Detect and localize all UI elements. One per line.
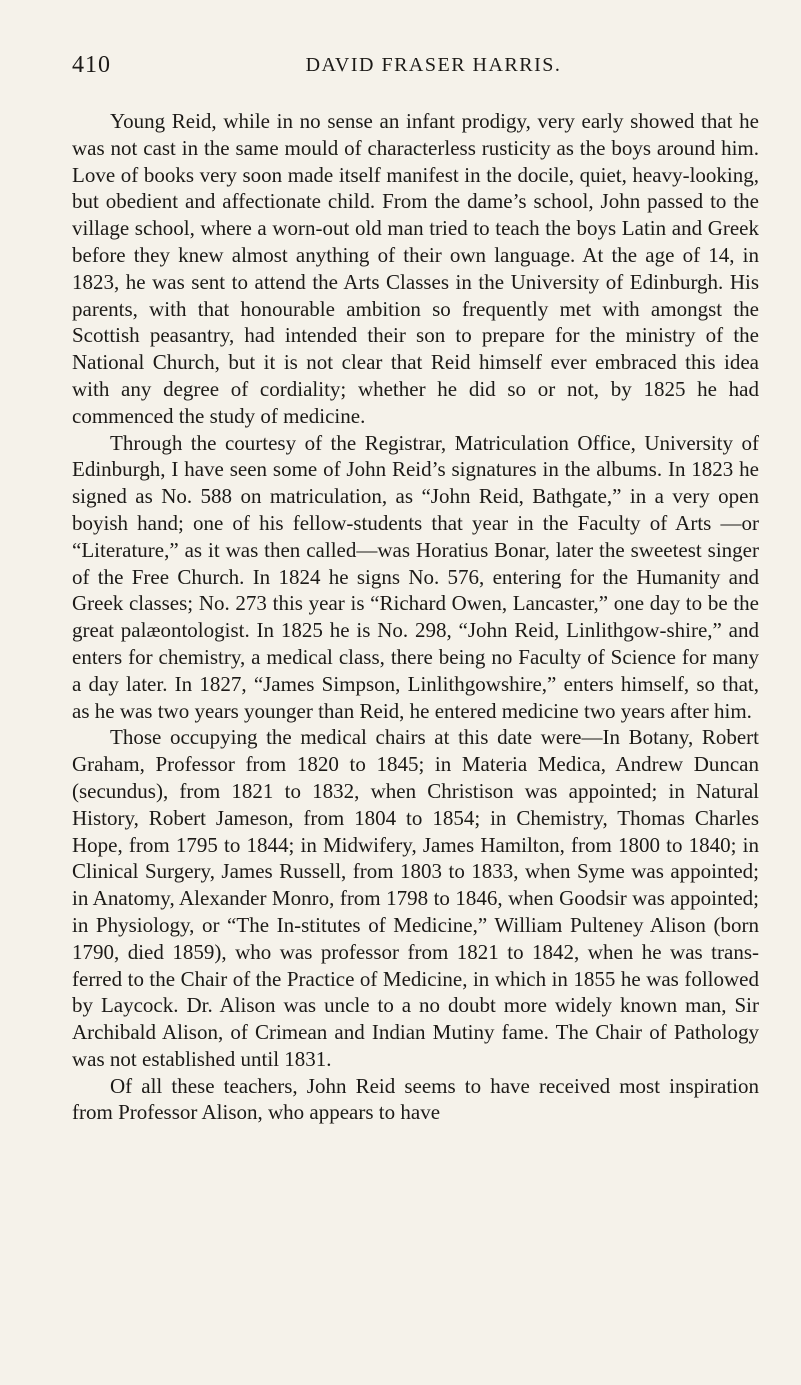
page-header <box>72 44 759 84</box>
body-text <box>72 108 759 1126</box>
paragraph: Through the courtesy of the Registrar, Matriculation Office, University of Edinburgh, I have seen some of John Reid’s signatures in the albums. In 1823 he signed as No. 588 on matriculation, as “John Reid, Bathgate,” in a very open boyish hand; one of his fellow-students that year in the Faculty of Arts —or “Literature,” as it was then called—was Horatius Bonar, later the sweetest singer of the Free Church. In 1824 he signs No. 576, entering for the Humanity and Greek classes; No. 273 this year is “Richard Owen, Lancaster,” one day to be the great palæontologist. In 1825 he is No. 298, “John Reid, Linlithgow-shire,” and enters for chemistry, a medical class, there being no Faculty of Science for many a day later. In 1827, “James Simpson, Linlithgowshire,” enters himself, so that, as he was two years younger than Reid, he entered medicine two years after him. <box>72 430 759 723</box>
paragraph: Those occupying the medical chairs at this date were—In Botany, Robert Graham, Professor from 1820 to 1845; in Materia Medica, Andrew Duncan (secundus), from 1821 to 1832, when Christison was appointed; in Natural History, Robert Jameson, from 1804 to 1854; in Chemistry, Thomas Charles Hope, from 1795 to 1844; in Midwifery, James Hamilton, from 1800 to 1840; in Clinical Surgery, James Russell, from 1803 to 1833, when Syme was appointed; in Anatomy, Alexander Monro, from 1798 to 1846, when Goodsir was appointed; in Physiology, or “The In-stitutes of Medicine,” William Pulteney Alison (born 1790, died 1859), who was professor from 1821 to 1842, when he was trans-ferred to the Chair of the Practice of Medicine, in which in 1855 he was followed by Laycock. Dr. Alison was uncle to a no doubt more widely known man, Sir Archibald Alison, of Crimean and Indian Mutiny fame. The Chair of Pathology was not established until 1831. <box>72 725 759 1071</box>
page-number: 410 <box>72 52 111 78</box>
paragraph: Of all these teachers, John Reid seems to have received most inspiration from Professor Alison, who appears to have <box>72 1073 759 1125</box>
running-head: DAVID FRASER HARRIS. <box>305 54 562 76</box>
paragraph: Young Reid, while in no sense an infant prodigy, very early showed that he was not cast in the same mould of characterless rusticity as the boys around him. Love of books very soon made itself manifest in the docile, quiet, heavy-looking, but obedient and affectionate child. From the dame’s school, John passed to the village school, where a worn-out old man tried to teach the boys Latin and Greek before they knew almost anything of their own language. At the age of 14, in 1823, he was sent to attend the Arts Classes in the University of Edinburgh. His parents, with that honourable ambition so frequently met with amongst the Scottish peasantry, had intended their son to prepare for the ministry of the National Church, but it is not clear that Reid himself ever embraced this idea with any degree of cordiality; whether he did so or not, by 1825 he had commenced the study of medicine. <box>72 109 759 428</box>
